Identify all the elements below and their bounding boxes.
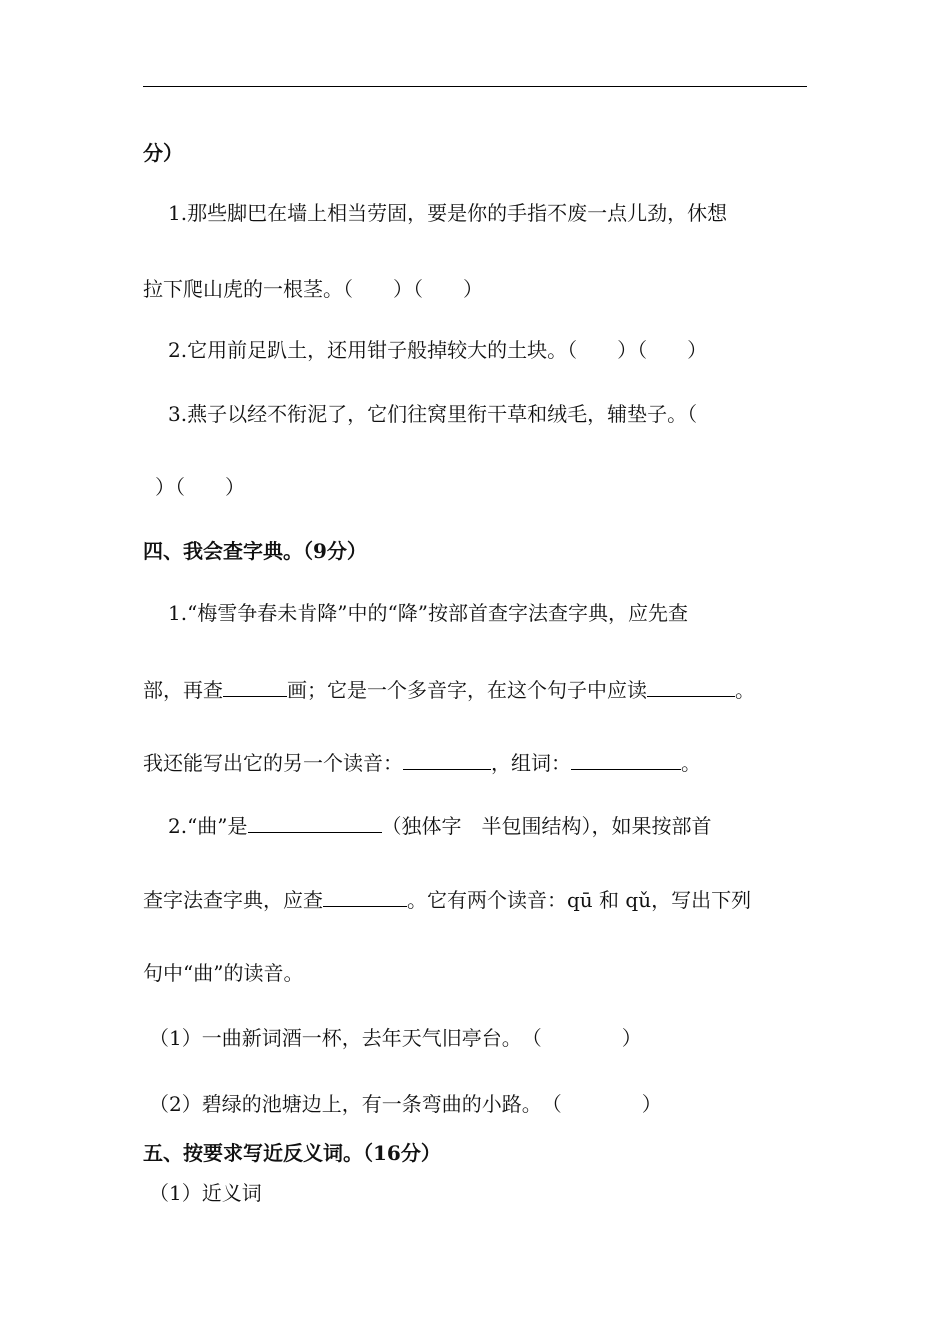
s4-sub1: （1）一曲新词酒一杯，去年天气旧亭台。 （ ） (149, 1026, 642, 1050)
header-rule (143, 86, 807, 87)
s4-q1-line2 (143, 676, 755, 703)
s3-q2-line1: 2.它用前足趴土，还用钳子般掉较大的土块。（ ）（ ） (168, 338, 708, 362)
s3-q3-line1: 3.燕子以经不衔泥了，它们往窝里衔干草和绒毛，辅垫子。（ (168, 402, 698, 426)
s4-q1-line1: 1.“梅雪争春未肯降”中的“降”按部首查字法查字典，应先查 (168, 601, 688, 625)
s4-q1-line3-b: ，组词： (491, 751, 571, 775)
structure-blank[interactable] (248, 812, 382, 833)
s3-q3-line2: ）（ ） (155, 475, 245, 499)
section4-heading: 四、我会查字典。（9分） (143, 539, 367, 563)
s4-q1-line3-a: 我还能写出它的另一个读音： (143, 751, 403, 775)
stroke-count-blank[interactable] (223, 676, 287, 697)
s3-q1-line2: 拉下爬山虎的一根茎。（ ）（ ） (143, 277, 483, 301)
s4-q2-line1 (168, 812, 712, 839)
section5-heading: 五、按要求写近反义词。（16分） (143, 1141, 441, 1165)
radical-blank[interactable] (323, 886, 407, 907)
s3-q1-line1: 1.那些脚巴在墙上相当劳固，要是你的手指不废一点儿劲，休想 (168, 201, 728, 225)
s4-q2-line2-a: 查字法查字典，应查 (143, 888, 323, 912)
s4-q2-line2 (143, 886, 751, 913)
s4-q1-line2-b: 画；它是一个多音字，在这个句子中应读 (287, 678, 647, 702)
fragment-top: 分） (143, 141, 183, 165)
s4-q2-line3: 句中“曲”的读音。 (143, 961, 304, 985)
s4-q1-line2-a: 部，再查 (143, 678, 223, 702)
s4-q2-line2-b: 。它有两个读音：qū 和 qǔ，写出下列 (407, 888, 752, 912)
s4-q1-line3 (143, 749, 701, 776)
s4-q1-line3-c: 。 (681, 751, 701, 775)
s4-q2-line1-a: 2.“曲”是 (168, 814, 248, 838)
word-blank[interactable] (571, 749, 681, 770)
s4-q2-line1-b: （独体字 半包围结构），如果按部首 (381, 814, 712, 838)
s4-q1-line2-c: 。 (735, 678, 755, 702)
other-reading-blank[interactable] (403, 749, 491, 770)
s5-sub1: （1）近义词 (149, 1181, 262, 1205)
s4-sub2: （2）碧绿的池塘边上，有一条弯曲的小路。 （ ） (149, 1092, 662, 1116)
reading-blank[interactable] (647, 676, 735, 697)
